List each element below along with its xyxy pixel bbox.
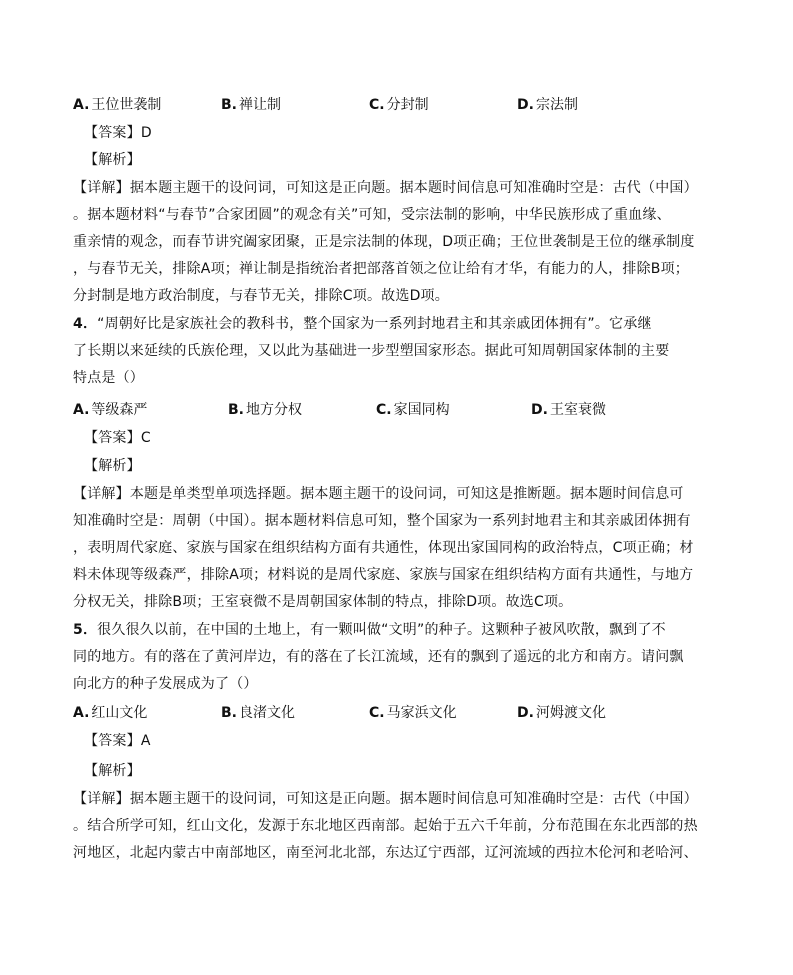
option-label: A. (73, 97, 90, 113)
q5-option-b (221, 704, 295, 722)
q3-detail-line-2: 。据本题材料“与春节”合家团圆”的观念有关”可知，受宗法制的影响，中华民族形成了重血缘、 (73, 207, 671, 223)
q4-detail-line-1 (73, 485, 684, 503)
q4-stem-line-3: 特点是（） (73, 370, 144, 386)
option-text: 王位世袭制 (91, 97, 162, 113)
option-label: C. (376, 402, 392, 418)
q4-option-a (73, 401, 147, 419)
answer-tag: 【答案】 (84, 733, 141, 749)
q5-analysis-heading: 【解析】 (84, 763, 141, 779)
answer-tag: 【答案】 (84, 430, 141, 446)
q4-stem-line-2: 了长期以来延续的氏族伦理，又以此为基础进一步型塑国家形态。据此可知周朝国家体制的主要 (73, 343, 670, 359)
option-label: B. (221, 97, 237, 113)
answer-value: A (140, 733, 151, 749)
q4-option-c (376, 401, 450, 419)
question-number: 4． (73, 316, 98, 332)
q4-option-b (228, 401, 302, 419)
option-text: 家国同构 (393, 402, 450, 418)
detail-tag: 【详解】 (73, 791, 130, 807)
q5-answer (84, 732, 151, 750)
stem-text: 很久很久以前，在中国的土地上，有一颗叫做“文明”的种子。这颗种子被风吹散，飘到了不 (97, 622, 666, 638)
q5-option-a (73, 704, 147, 722)
answer-value: C (140, 430, 151, 446)
q4-detail-line-5: 分权无关，排除B项；王室衰微不是周朝国家体制的特点，排除D项。故选C项。 (73, 594, 573, 610)
q5-stem-line-1 (73, 621, 666, 639)
option-label: B. (228, 402, 244, 418)
detail-text: 据本题主题干的设问词，可知这是正向题。据本题时间信息可知准确时空是：古代（中国） (129, 791, 698, 807)
q3-answer (84, 124, 152, 142)
q4-stem-line-1 (73, 315, 652, 333)
option-text: 河姆渡文化 (535, 705, 606, 721)
q5-detail-line-3: 河地区，北起内蒙古中南部地区，南至河北北部，东达辽宁西部，辽河流域的西拉木伦河和老哈河、 (73, 845, 698, 861)
q4-detail-line-4: 料未体现等级森严，排除A项；材料说的是周代家庭、家族与国家在组织结构方面有共通性，与地方 (73, 567, 694, 583)
option-label: D. (531, 402, 548, 418)
q3-detail-line-4: ，与春节无关，排除A项；禅让制是指统治者把部落首领之位让给有才华，有能力的人，排除B项； (73, 261, 689, 277)
option-text: 马家浜文化 (386, 705, 457, 721)
q5-stem-line-2: 同的地方。有的落在了黄河岸边，有的落在了长江流域，还有的飘到了遥远的北方和南方。请问飘 (73, 649, 684, 665)
q4-answer (84, 429, 151, 447)
option-text: 禅让制 (239, 97, 281, 113)
q3-detail-line-1 (73, 179, 698, 197)
q3-option-b (221, 96, 281, 114)
detail-text: 据本题主题干的设问词，可知这是正向题。据本题时间信息可知准确时空是：古代（中国） (129, 180, 698, 196)
q3-analysis-heading: 【解析】 (84, 152, 141, 168)
option-text: 等级森严 (91, 402, 148, 418)
option-text: 王室衰微 (549, 402, 606, 418)
q3-option-c (369, 96, 429, 114)
q3-detail-line-3: 重亲情的观念，而春节讲究阖家团聚，正是宗法制的体现，D项正确；王位世袭制是王位的继承制度 (73, 234, 695, 250)
answer-tag: 【答案】 (84, 125, 141, 141)
q4-analysis-heading: 【解析】 (84, 458, 141, 474)
answer-value: D (140, 125, 152, 141)
option-label: A. (73, 705, 90, 721)
q5-option-d (517, 704, 606, 722)
option-label: A. (73, 402, 90, 418)
option-label: D. (517, 705, 534, 721)
option-text: 红山文化 (91, 705, 148, 721)
q5-option-c (369, 704, 457, 722)
question-number: 5． (73, 622, 98, 638)
option-text: 地方分权 (246, 402, 302, 418)
q5-detail-line-2: 。结合所学可知，红山文化，发源于东北地区西南部。起始于五六千年前，分布范围在东北西部的热 (73, 818, 698, 834)
q4-detail-line-2: 知准确时空是：周朝（中国）。据本题材料信息可知，整个国家为一系列封地君主和其亲戚团体拥有 (73, 513, 691, 529)
option-label: D. (517, 97, 534, 113)
q4-option-d (531, 401, 606, 419)
option-label: B. (221, 705, 237, 721)
q5-detail-line-1 (73, 790, 698, 808)
q3-option-d (517, 96, 578, 114)
option-text: 分封制 (386, 97, 429, 113)
q5-stem-line-3: 向北方的种子发展成为了（） (73, 676, 258, 692)
detail-text: 本题是单类型单项选择题。据本题主题干的设问词，可知这是推断题。据本题时间信息可 (129, 486, 684, 502)
q3-detail-line-5: 分封制是地方政治制度，与春节无关，排除C项。故选D项。 (73, 288, 449, 304)
stem-text: “周朝好比是家族社会的教科书，整个国家为一系列封地君主和其亲戚团体拥有”。它承继 (97, 316, 652, 332)
q3-option-a (73, 96, 161, 114)
option-text: 宗法制 (535, 97, 578, 113)
detail-tag: 【详解】 (73, 486, 130, 502)
detail-tag: 【详解】 (73, 180, 130, 196)
option-label: C. (369, 705, 385, 721)
q4-detail-line-3: ，表明周代家庭、家族与国家在组织结构方面有共通性，体现出家国同构的政治特点，C项正确；材 (73, 540, 694, 556)
option-label: C. (369, 97, 385, 113)
option-text: 良渚文化 (239, 705, 295, 721)
